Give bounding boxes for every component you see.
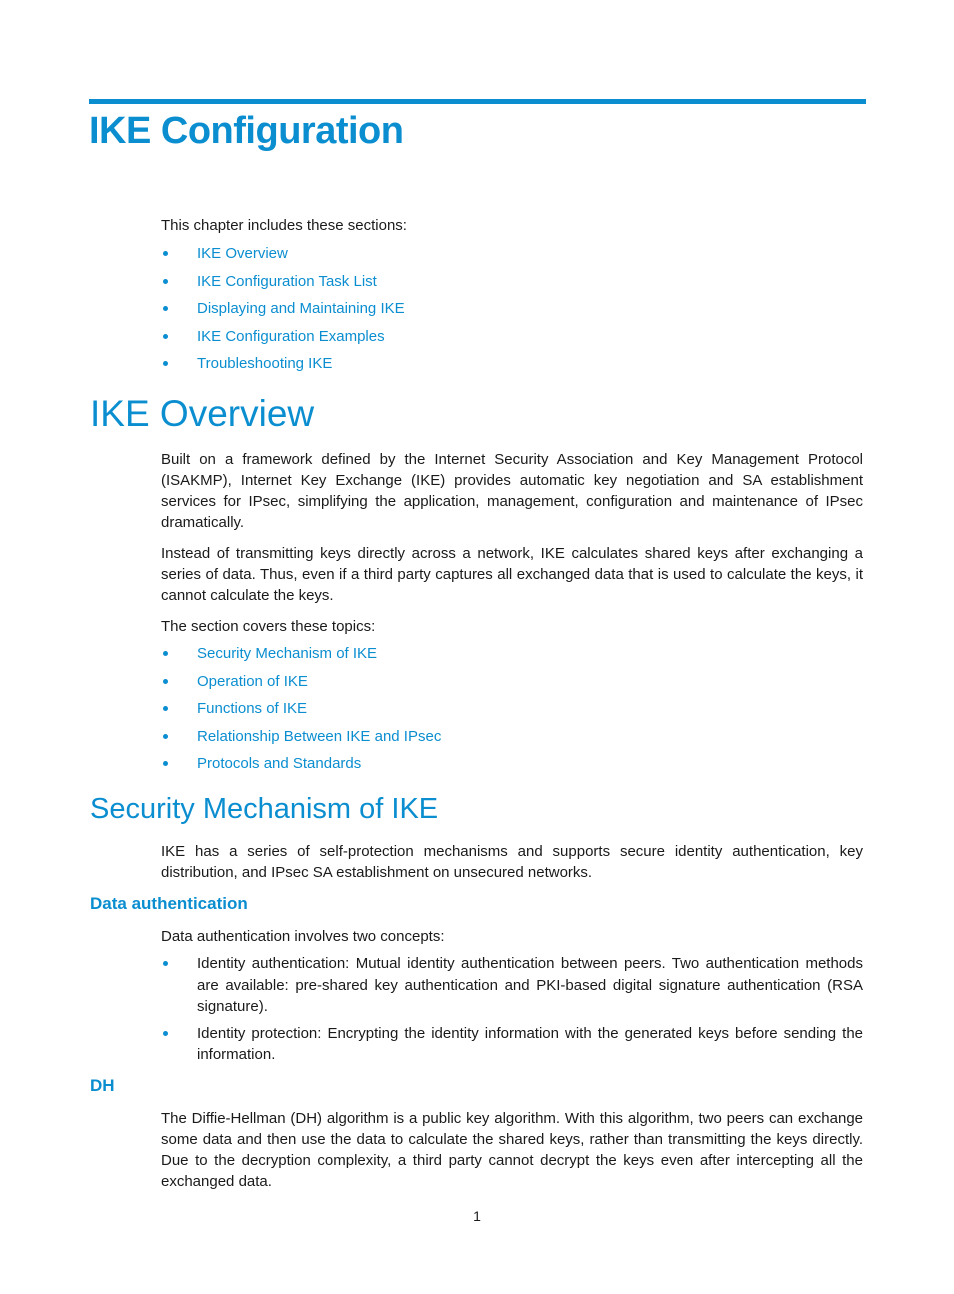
bullet-icon	[163, 279, 168, 284]
list-item	[161, 953, 863, 1018]
data-auth-list	[161, 953, 863, 1071]
section-heading-security-mechanism: Security Mechanism of IKE	[90, 793, 439, 825]
chapter-section-list	[161, 243, 863, 381]
chapter-title: IKE Configuration	[89, 110, 404, 152]
section-heading-ike-overview: IKE Overview	[90, 393, 315, 434]
topics-intro-text: The section covers these topics:	[161, 618, 376, 635]
link-displaying-and-maintaining-ike[interactable]: Displaying and Maintaining IKE	[197, 300, 405, 318]
list-item-text: Identity protection: Encrypting the identity information with the generated keys before sending the information.	[197, 1024, 863, 1063]
data-auth-intro: Data authentication involves two concepts:	[161, 928, 445, 945]
bullet-icon	[163, 761, 168, 766]
dh-paragraph: The Diffie-Hellman (DH) algorithm is a public key algorithm. With this algorithm, two peers can exchange some data and then use the data to calculate the shared keys, rather than transmitting the keys directly. Due to the decryption complexity, a third party cannot decrypt the keys even after intercepting all the exchanged data.	[161, 1110, 863, 1190]
page-number: 1	[473, 1208, 481, 1224]
link-protocols-and-standards[interactable]: Protocols and Standards	[197, 755, 362, 773]
link-relationship-ike-ipsec[interactable]: Relationship Between IKE and IPsec	[197, 727, 442, 745]
link-ike-overview[interactable]: IKE Overview	[197, 245, 288, 262]
link-ike-configuration-examples[interactable]: IKE Configuration Examples	[197, 327, 385, 345]
subsection-heading-data-authentication: Data authentication	[90, 894, 248, 913]
link-functions-of-ike[interactable]: Functions of IKE	[197, 700, 308, 718]
bullet-icon	[163, 251, 168, 256]
list-item-text: Identity authentication: Mutual identity authentication between peers. Two authentication methods are available: pre-shared key authentication and PKI-based digital signature authentication (RSA signature).	[197, 955, 863, 1015]
link-security-mechanism[interactable]: Security Mechanism of IKE	[197, 645, 378, 662]
bullet-icon	[163, 1031, 168, 1036]
list-item	[161, 643, 863, 671]
list-item	[161, 243, 863, 271]
bullet-icon	[163, 706, 168, 711]
intro-text: This chapter includes these sections:	[161, 217, 407, 234]
topic-list	[161, 643, 863, 781]
bullet-icon	[163, 651, 168, 656]
subsection-heading-dh: DH	[90, 1076, 115, 1095]
link-troubleshooting-ike[interactable]: Troubleshooting IKE	[197, 355, 333, 373]
title-rule	[89, 99, 866, 104]
bullet-icon	[163, 679, 168, 684]
overview-paragraph-2: Instead of transmitting keys directly across a network, IKE calculates shared keys after exchanging a series of data. Thus, even if a third party captures all exchanged data that is used to calculate the keys, it cannot calculate the keys.	[161, 545, 863, 604]
link-operation-of-ike[interactable]: Operation of IKE	[197, 672, 308, 690]
list-item	[161, 1023, 863, 1066]
list-item	[161, 753, 863, 781]
list-item	[161, 353, 863, 381]
list-item	[161, 671, 863, 699]
bullet-icon	[163, 734, 168, 739]
link-ike-configuration-task-list[interactable]: IKE Configuration Task List	[197, 272, 377, 290]
list-item	[161, 271, 863, 299]
overview-paragraph-1: Built on a framework defined by the Internet Security Association and Key Management Protocol (ISAKMP), Internet Key Exchange (IKE) provides automatic key negotiation and SA establishment services for IPsec, simplifying the application, management, configuration and maintenance of IPsec dramatically.	[161, 451, 863, 531]
bullet-icon	[163, 306, 168, 311]
security-paragraph: IKE has a series of self-protection mechanisms and supports secure identity authentication, key distribution, and IPsec SA establishment on unsecured networks.	[161, 843, 863, 881]
bullet-icon	[163, 334, 168, 339]
bullet-icon	[163, 961, 168, 966]
list-item	[161, 326, 863, 354]
list-item	[161, 698, 863, 726]
list-item	[161, 298, 863, 326]
bullet-icon	[163, 361, 168, 366]
list-item	[161, 726, 863, 754]
